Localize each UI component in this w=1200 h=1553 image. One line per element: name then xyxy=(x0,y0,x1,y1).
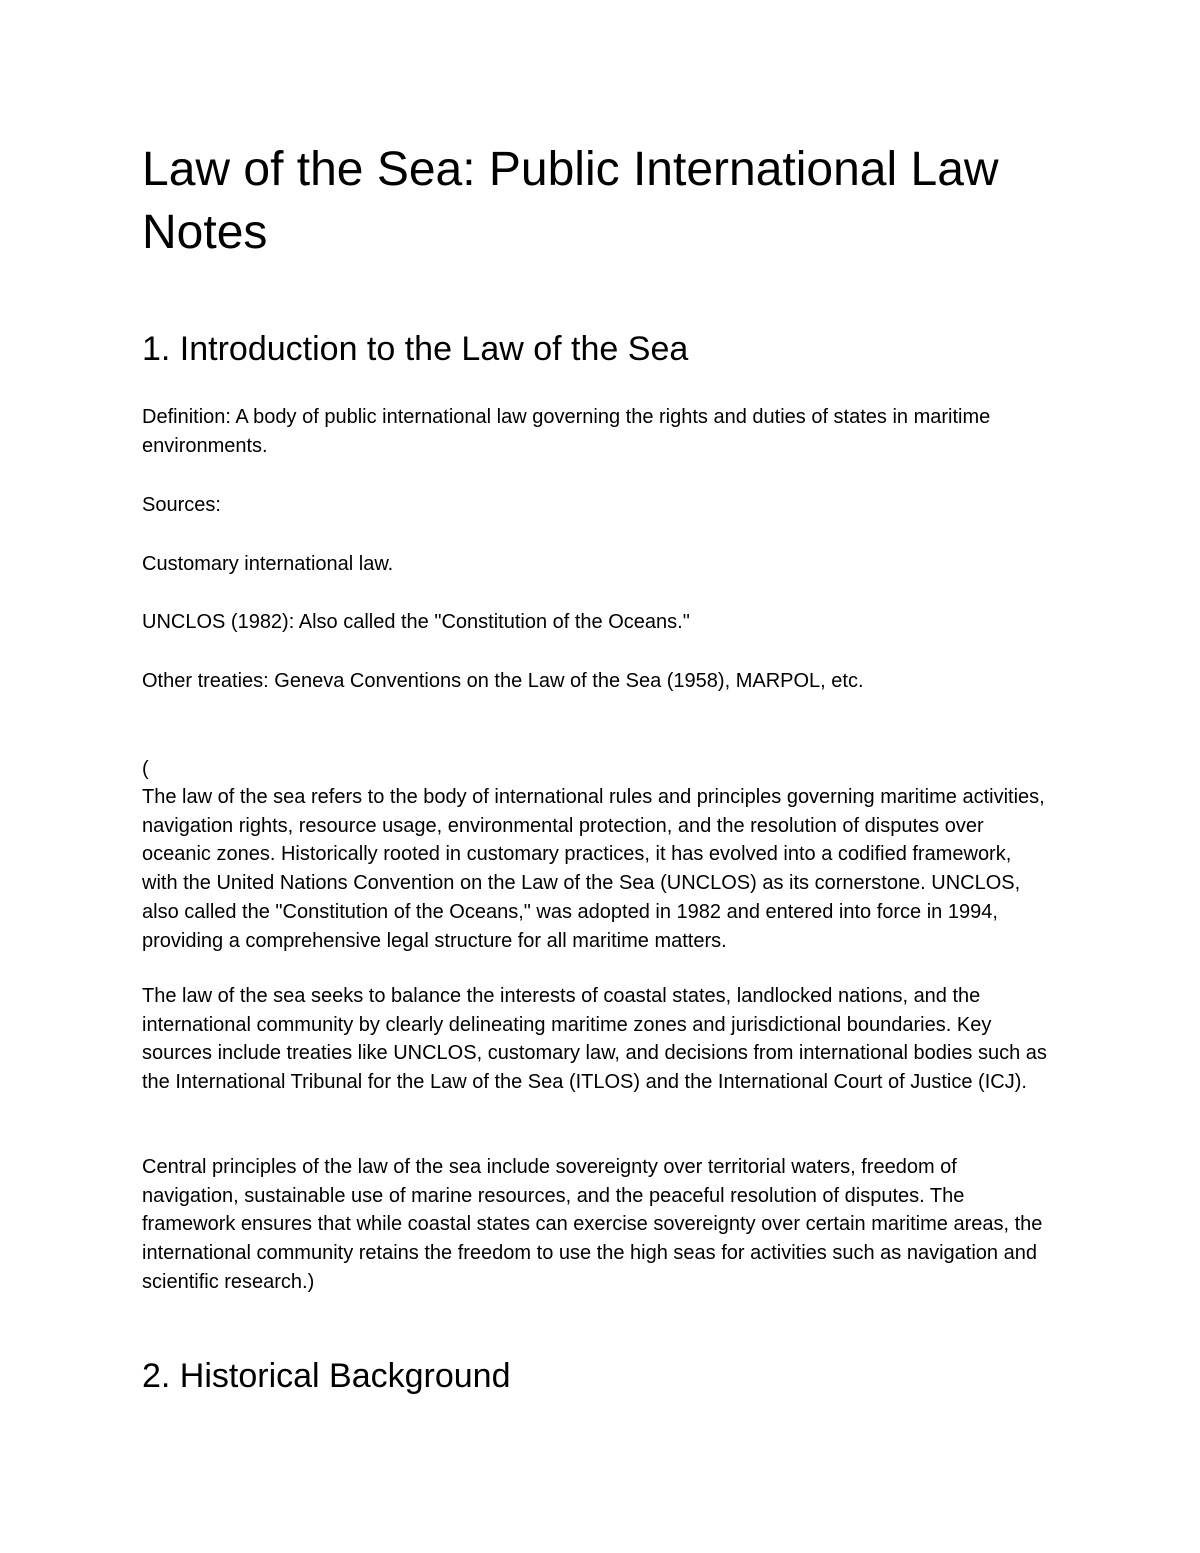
definition-paragraph: Definition: A body of public international law governing the rights and duties of states in maritime environments. xyxy=(142,406,991,457)
body-paragraph-balance: The law of the sea seeks to balance the interests of coastal states, landlocked nations, and the international community by clearly delineating maritime zones and jurisdictional boundaries. Key sources include treaties like UNCLOS, customary law, and decisions from international bodies such as the International Tribunal for the Law of the Sea (ITLOS) and the International Court of Justice (ICJ). xyxy=(142,985,1047,1094)
body-paragraph-principles: Central principles of the law of the sea include sovereignty over territorial waters, freedom of navigation, sustainable use of marine resources, and the peaceful resolution of disputes. The framework ensures that while coastal states can exercise sovereignty over certain maritime areas, the international community retains the freedom to use the high seas for activities such as navigation and scientific research.) xyxy=(142,1156,1043,1293)
section-heading-historical-background: 2. Historical Background xyxy=(142,1357,511,1395)
source-item-unclos: UNCLOS (1982): Also called the "Constitution of the Oceans." xyxy=(142,611,690,633)
document-title: Law of the Sea: Public International Law Notes xyxy=(142,143,999,259)
body-paragraph-overview: The law of the sea refers to the body of international rules and principles governing maritime activities, navigation rights, resource usage, environmental protection, and the resolution of disputes over oceanic zones. Historically rooted in customary practices, it has evolved into a codified framework, with the United Nations Convention on the Law of the Sea (UNCLOS) as its cornerstone. UNCLOS, also called the "Constitution of the Oceans," was adopted in 1982 and entered into force in 1994, providing a comprehensive legal structure for all maritime matters. xyxy=(142,786,1045,952)
open-parenthesis: ( xyxy=(142,758,149,780)
section-heading-introduction: 1. Introduction to the Law of the Sea xyxy=(142,330,689,368)
source-item-customary: Customary international law. xyxy=(142,553,394,575)
source-item-other-treaties: Other treaties: Geneva Conventions on the Law of the Sea (1958), MARPOL, etc. xyxy=(142,670,864,692)
sources-label: Sources: xyxy=(142,494,221,516)
